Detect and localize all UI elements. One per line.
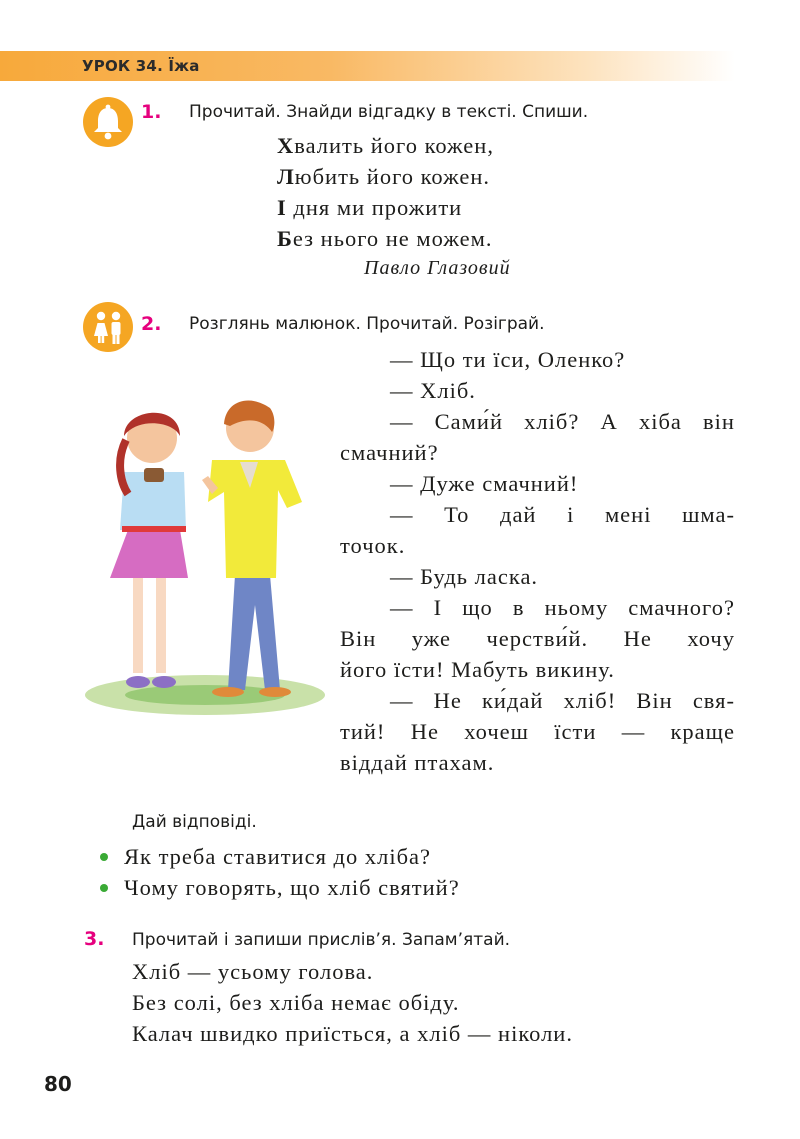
poem-author: Павло Глазовий — [364, 257, 511, 279]
poem-line: Любить його кожен. — [277, 164, 490, 189]
dialog-line: — Дуже смачний! — [390, 471, 579, 496]
children-illustration — [80, 390, 330, 720]
poem-line: Без нього не можем. — [277, 226, 493, 251]
task-1-number: 1. — [141, 101, 162, 123]
task-2-instruction: Розглянь малюнок. Прочитай. Розіграй. — [189, 314, 545, 334]
bell-icon — [83, 97, 133, 147]
question-list — [100, 841, 460, 903]
riddle-poem — [277, 130, 494, 254]
poem-line: Хвалить його кожен, — [277, 133, 494, 158]
answer-prompt: Дай відповіді. — [132, 812, 257, 832]
proverb-line: Калач швидко приїсться, а хліб — ніколи. — [132, 1021, 573, 1046]
page-number: 80 — [44, 1072, 72, 1096]
task-1-instruction: Прочитай. Знайди відгадку в тексті. Спиши. — [189, 102, 589, 122]
bullet-icon — [100, 884, 108, 892]
task-3-instruction: Прочитай і запиши прислів’я. Запам’ятай. — [132, 930, 511, 950]
dialog-line: — То дай і мені шма- — [390, 502, 735, 527]
dialog-line: тий! Не хочеш їсти — краще — [340, 719, 735, 744]
task-2-number: 2. — [141, 313, 162, 335]
dialog-line: — Не ки́дай хліб! Він свя- — [390, 688, 735, 713]
proverb-line: Хліб — усьому голова. — [132, 959, 374, 984]
poem-line: І дня ми прожити — [277, 195, 463, 220]
lesson-title: УРОК 34. Їжа — [82, 57, 200, 75]
list-item: Чому говорять, що хліб святий? — [100, 872, 460, 903]
dialog-line: — Що ти їси, Оленко? — [390, 347, 626, 372]
proverb-line: Без солі, без хліба немає обіду. — [132, 990, 460, 1015]
dialog-line: — І що в ньому смачного? — [390, 595, 735, 620]
list-item: Як треба ставитися до хліба? — [100, 841, 460, 872]
two-people-icon — [83, 302, 133, 352]
bullet-icon — [100, 853, 108, 861]
dialog-line: смачний? — [340, 440, 439, 465]
dialog-line: його їсти! Мабуть викину. — [340, 657, 615, 682]
dialog-line: — Хліб. — [390, 378, 476, 403]
dialog-line: Він уже черстви́й. Не хочу — [340, 626, 735, 651]
task-3-number: 3. — [84, 928, 105, 950]
dialog-text — [340, 344, 735, 778]
dialog-line: — Сами́й хліб? А хіба він — [390, 409, 735, 434]
dialog-line: точок. — [340, 533, 406, 558]
dialog-line: віддай птахам. — [340, 750, 495, 775]
dialog-line: — Будь ласка. — [390, 564, 539, 589]
proverbs — [132, 956, 573, 1049]
